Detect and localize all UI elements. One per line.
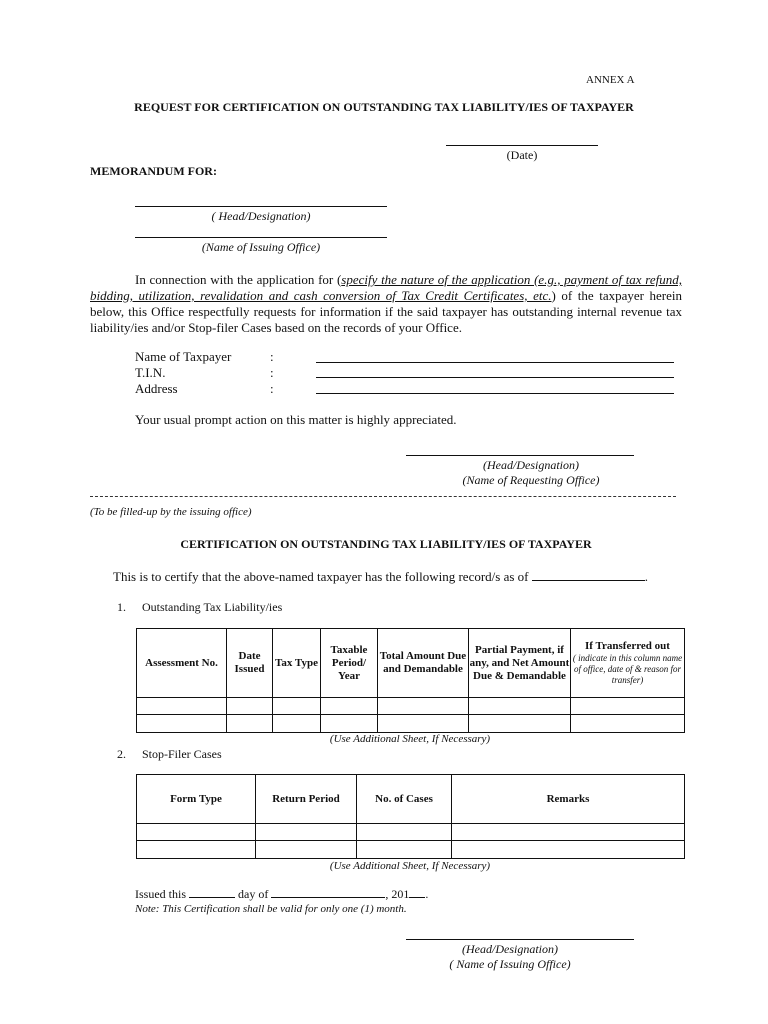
annex-label: ANNEX A [586,74,635,86]
section1-number: 1. [117,600,126,614]
header-date-issued: Date Issued [227,629,273,698]
cell[interactable] [137,824,256,841]
cell[interactable] [227,715,273,733]
validity-note: Note: This Certification shall be valid for only one (1) month. [135,903,407,915]
colon: : [270,381,274,396]
section2-label: Stop-Filer Cases [142,747,222,761]
issued-year-field[interactable] [409,887,425,898]
table-row [137,715,685,733]
cell[interactable] [571,715,685,733]
header-return-period: Return Period [256,775,357,824]
cell[interactable] [227,698,273,715]
memo-office-label: (Name of Issuing Office) [201,240,321,254]
cell[interactable] [321,715,378,733]
cell[interactable] [378,698,469,715]
issuing-signature-line[interactable] [406,939,634,940]
cell[interactable] [469,715,571,733]
intro-paragraph: In connection with the application for (specify the nature of the application (e.g., payment of tax refund, bidding, utilization, revalidation and cash conversion of Tax Credit Certificates, etc.) of the taxpayer herein below, this Office respectfully requests for information if the said taxpayer has outstanding internal revenue tax liability/ies and/or Stop-filer Cases based on the records of your Office. [90,272,683,335]
cell[interactable] [357,824,452,841]
issued-line: Issued this day of , 201 . [135,887,429,901]
cell[interactable] [357,841,452,859]
header-total-amount: Total Amount Due and Demandable [378,629,469,698]
prompt-action-text: Your usual prompt action on this matter is highly appreciated. [135,412,457,427]
cell[interactable] [469,698,571,715]
table-row [137,698,685,715]
requesting-signature-line[interactable] [406,455,634,456]
cell[interactable] [321,698,378,715]
cell[interactable] [452,824,685,841]
memo-head-line[interactable] [135,206,387,207]
date-label: (Date) [506,148,538,162]
memo-office-line[interactable] [135,237,387,238]
table-row [137,824,685,841]
header-no-of-cases: No. of Cases [357,775,452,824]
address-field[interactable] [316,393,674,394]
header-remarks: Remarks [452,775,685,824]
memo-label: MEMORANDUM FOR: [90,164,217,178]
section2-note: (Use Additional Sheet, If Necessary) [329,860,491,872]
table-row [137,841,685,859]
taxpayer-name-label: Name of Taxpayer [135,349,232,364]
issued-month-field[interactable] [271,887,385,898]
issuing-head-label: (Head/Designation) [462,942,558,956]
tax-liability-table [136,628,685,733]
cell[interactable] [273,715,321,733]
application-nature-text: specify the nature of the application (e.g., payment of tax refund, bidding, utilization, revalidation and cash conversion of Tax Credit Certificates, etc. [90,272,682,303]
requesting-office-label: (Name of Requesting Office) [462,473,600,487]
cell[interactable] [256,824,357,841]
cell[interactable] [571,698,685,715]
as-of-date-field[interactable] [532,569,645,581]
tin-label: T.I.N. [135,365,166,380]
date-line[interactable] [446,145,598,146]
header-partial-payment: Partial Payment, if any, and Net Amount Due & Demandable [469,629,571,698]
address-label: Address [135,381,178,396]
cell[interactable] [452,841,685,859]
taxpayer-name-field[interactable] [316,362,674,363]
cell[interactable] [378,715,469,733]
requesting-head-label: (Head/Designation) [483,458,579,472]
section2-number: 2. [117,747,126,761]
colon: : [270,365,274,380]
section1-label: Outstanding Tax Liability/ies [142,600,283,614]
colon: : [270,349,274,364]
stop-filer-table [136,774,685,859]
cell[interactable] [137,698,227,715]
cell[interactable] [137,841,256,859]
memo-head-label: ( Head/Designation) [211,209,311,223]
header-transferred-out: If Transferred out ( indicate in this column name of office, date of & reason for transfer) [571,629,685,698]
cell[interactable] [273,698,321,715]
issuing-office-label: ( Name of Issuing Office) [449,957,571,971]
header-taxable-period: Taxable Period/ Year [321,629,378,698]
form-title: REQUEST FOR CERTIFICATION ON OUTSTANDING TAX LIABILITY/IES OF TAXPAYER [134,100,634,114]
issued-day-field[interactable] [189,887,235,898]
section1-note: (Use Additional Sheet, If Necessary) [329,733,491,745]
tin-field[interactable] [316,377,674,378]
cell[interactable] [256,841,357,859]
header-assessment-no: Assessment No. [137,629,227,698]
header-tax-type: Tax Type [273,629,321,698]
certification-title: CERTIFICATION ON OUTSTANDING TAX LIABILITY/IES OF TAXPAYER [180,537,592,551]
issuing-office-note: (To be filled-up by the issuing office) [90,506,252,518]
cut-line [90,496,676,497]
certify-text: This is to certify that the above-named taxpayer has the following record/s as of . [113,569,649,584]
header-form-type: Form Type [137,775,256,824]
cell[interactable] [137,715,227,733]
